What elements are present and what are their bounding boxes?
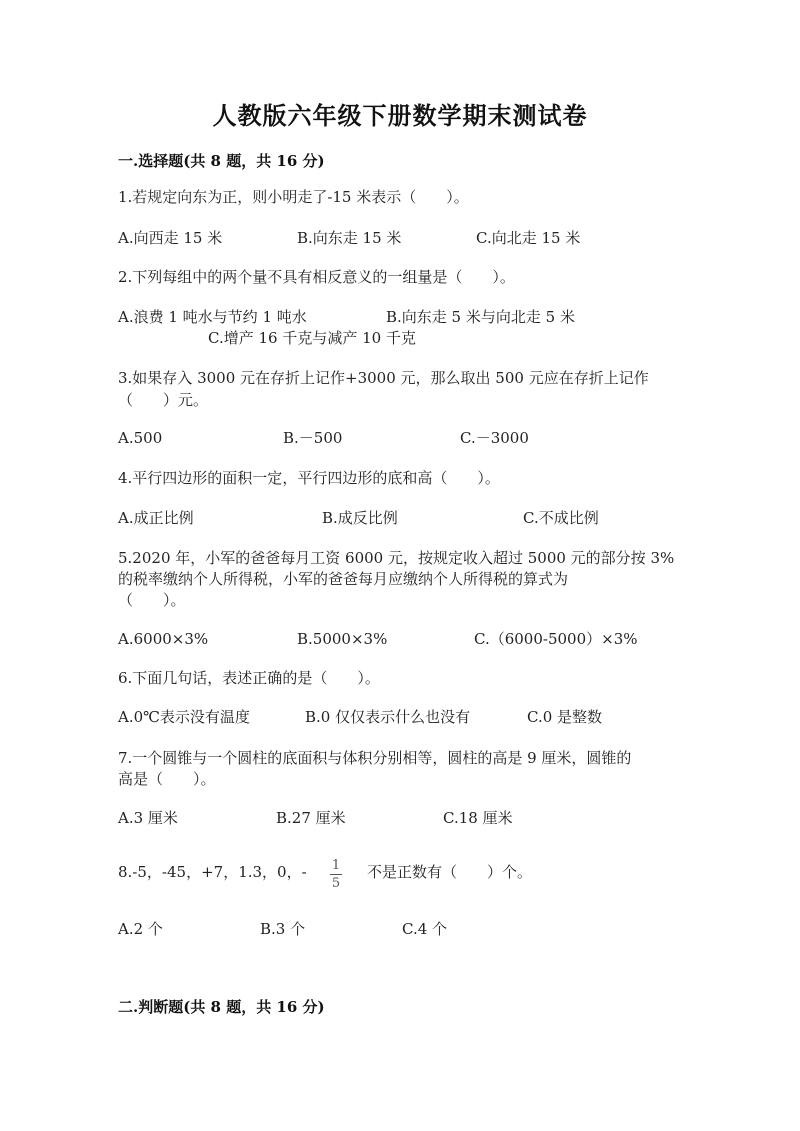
question-7-stem-line-1: 7.一个圆锥与一个圆柱的底面积与体积分别相等，圆柱的高是 9 厘米，圆锥的 bbox=[118, 749, 632, 767]
question-5-stem-line-1: 5.2020 年，小军的爸爸每月工资 6000 元，按规定收入超过 5000 元的部分按 3% bbox=[118, 549, 675, 567]
question-7-option-b: B.27 厘米 bbox=[276, 809, 346, 827]
question-5-option-b: B.5000×3% bbox=[297, 630, 388, 648]
question-2-stem: 2.下列每组中的两个量不具有相反意义的一组量是（ ）。 bbox=[118, 268, 515, 286]
question-3-stem-line-2: （ ）元。 bbox=[118, 391, 209, 409]
question-2-option-a: A.浪费 1 吨水与节约 1 吨水 bbox=[118, 308, 307, 326]
question-4-option-c: C.不成比例 bbox=[523, 509, 599, 527]
question-7-stem-line-2: 高是（ ）。 bbox=[118, 770, 216, 788]
question-8-stem-before: 8.-5，-45，+7，1.3，0，- bbox=[118, 863, 307, 881]
question-1-option-a: A.向西走 15 米 bbox=[118, 229, 223, 247]
fraction-bar bbox=[330, 874, 342, 875]
section-heading-judgement: 二.判断题(共 8 题，共 16 分) bbox=[118, 998, 325, 1016]
question-3-option-c: C.－3000 bbox=[460, 429, 529, 447]
question-8-option-b: B.3 个 bbox=[260, 920, 306, 938]
question-6-option-a: A.0℃表示没有温度 bbox=[118, 708, 250, 726]
question-1-stem: 1.若规定向东为正，则小明走了-15 米表示（ ）。 bbox=[118, 188, 469, 206]
question-8-option-c: C.4 个 bbox=[402, 920, 448, 938]
question-3-stem-line-1: 3.如果存入 3000 元在存折上记作+3000 元，那么取出 500 元应在存折上记作 bbox=[118, 369, 649, 387]
fraction-denominator: 5 bbox=[331, 876, 341, 891]
question-2-option-c: C.增产 16 千克与减产 10 千克 bbox=[208, 329, 416, 347]
question-5-option-c: C.（6000-5000）×3% bbox=[474, 630, 638, 648]
question-7-option-a: A.3 厘米 bbox=[118, 809, 178, 827]
question-1-option-b: B.向东走 15 米 bbox=[297, 229, 402, 247]
question-5-stem-line-3: （ ）。 bbox=[118, 591, 186, 609]
question-4-stem: 4.平行四边形的面积一定，平行四边形的底和高（ ）。 bbox=[118, 469, 500, 487]
section-heading-choice: 一.选择题(共 8 题，共 16 分) bbox=[118, 152, 325, 170]
question-5-stem-line-2: 的税率缴纳个人所得税，小军的爸爸每月应缴纳个人所得税的算式为 bbox=[118, 570, 569, 588]
question-1-option-c: C.向北走 15 米 bbox=[476, 229, 581, 247]
page-title: 人教版六年级下册数学期末测试卷 bbox=[212, 101, 588, 130]
question-5-option-a: A.6000×3% bbox=[118, 630, 209, 648]
question-3-option-b: B.－500 bbox=[283, 429, 343, 447]
fraction-numerator: 1 bbox=[331, 858, 341, 873]
question-8-option-a: A.2 个 bbox=[118, 920, 163, 938]
question-3-option-a: A.500 bbox=[118, 429, 163, 447]
question-6-option-b: B.0 仅仅表示什么也没有 bbox=[305, 708, 471, 726]
question-4-option-b: B.成反比例 bbox=[322, 509, 398, 527]
question-4-option-a: A.成正比例 bbox=[118, 509, 194, 527]
question-7-option-c: C.18 厘米 bbox=[443, 809, 513, 827]
question-6-option-c: C.0 是整数 bbox=[527, 708, 603, 726]
question-2-option-b: B.向东走 5 米与向北走 5 米 bbox=[386, 308, 575, 326]
fraction-one-fifth bbox=[329, 858, 343, 891]
question-8-stem-after: 不是正数有（ ）个。 bbox=[367, 863, 533, 881]
question-6-stem: 6.下面几句话，表述正确的是（ ）。 bbox=[118, 669, 380, 687]
